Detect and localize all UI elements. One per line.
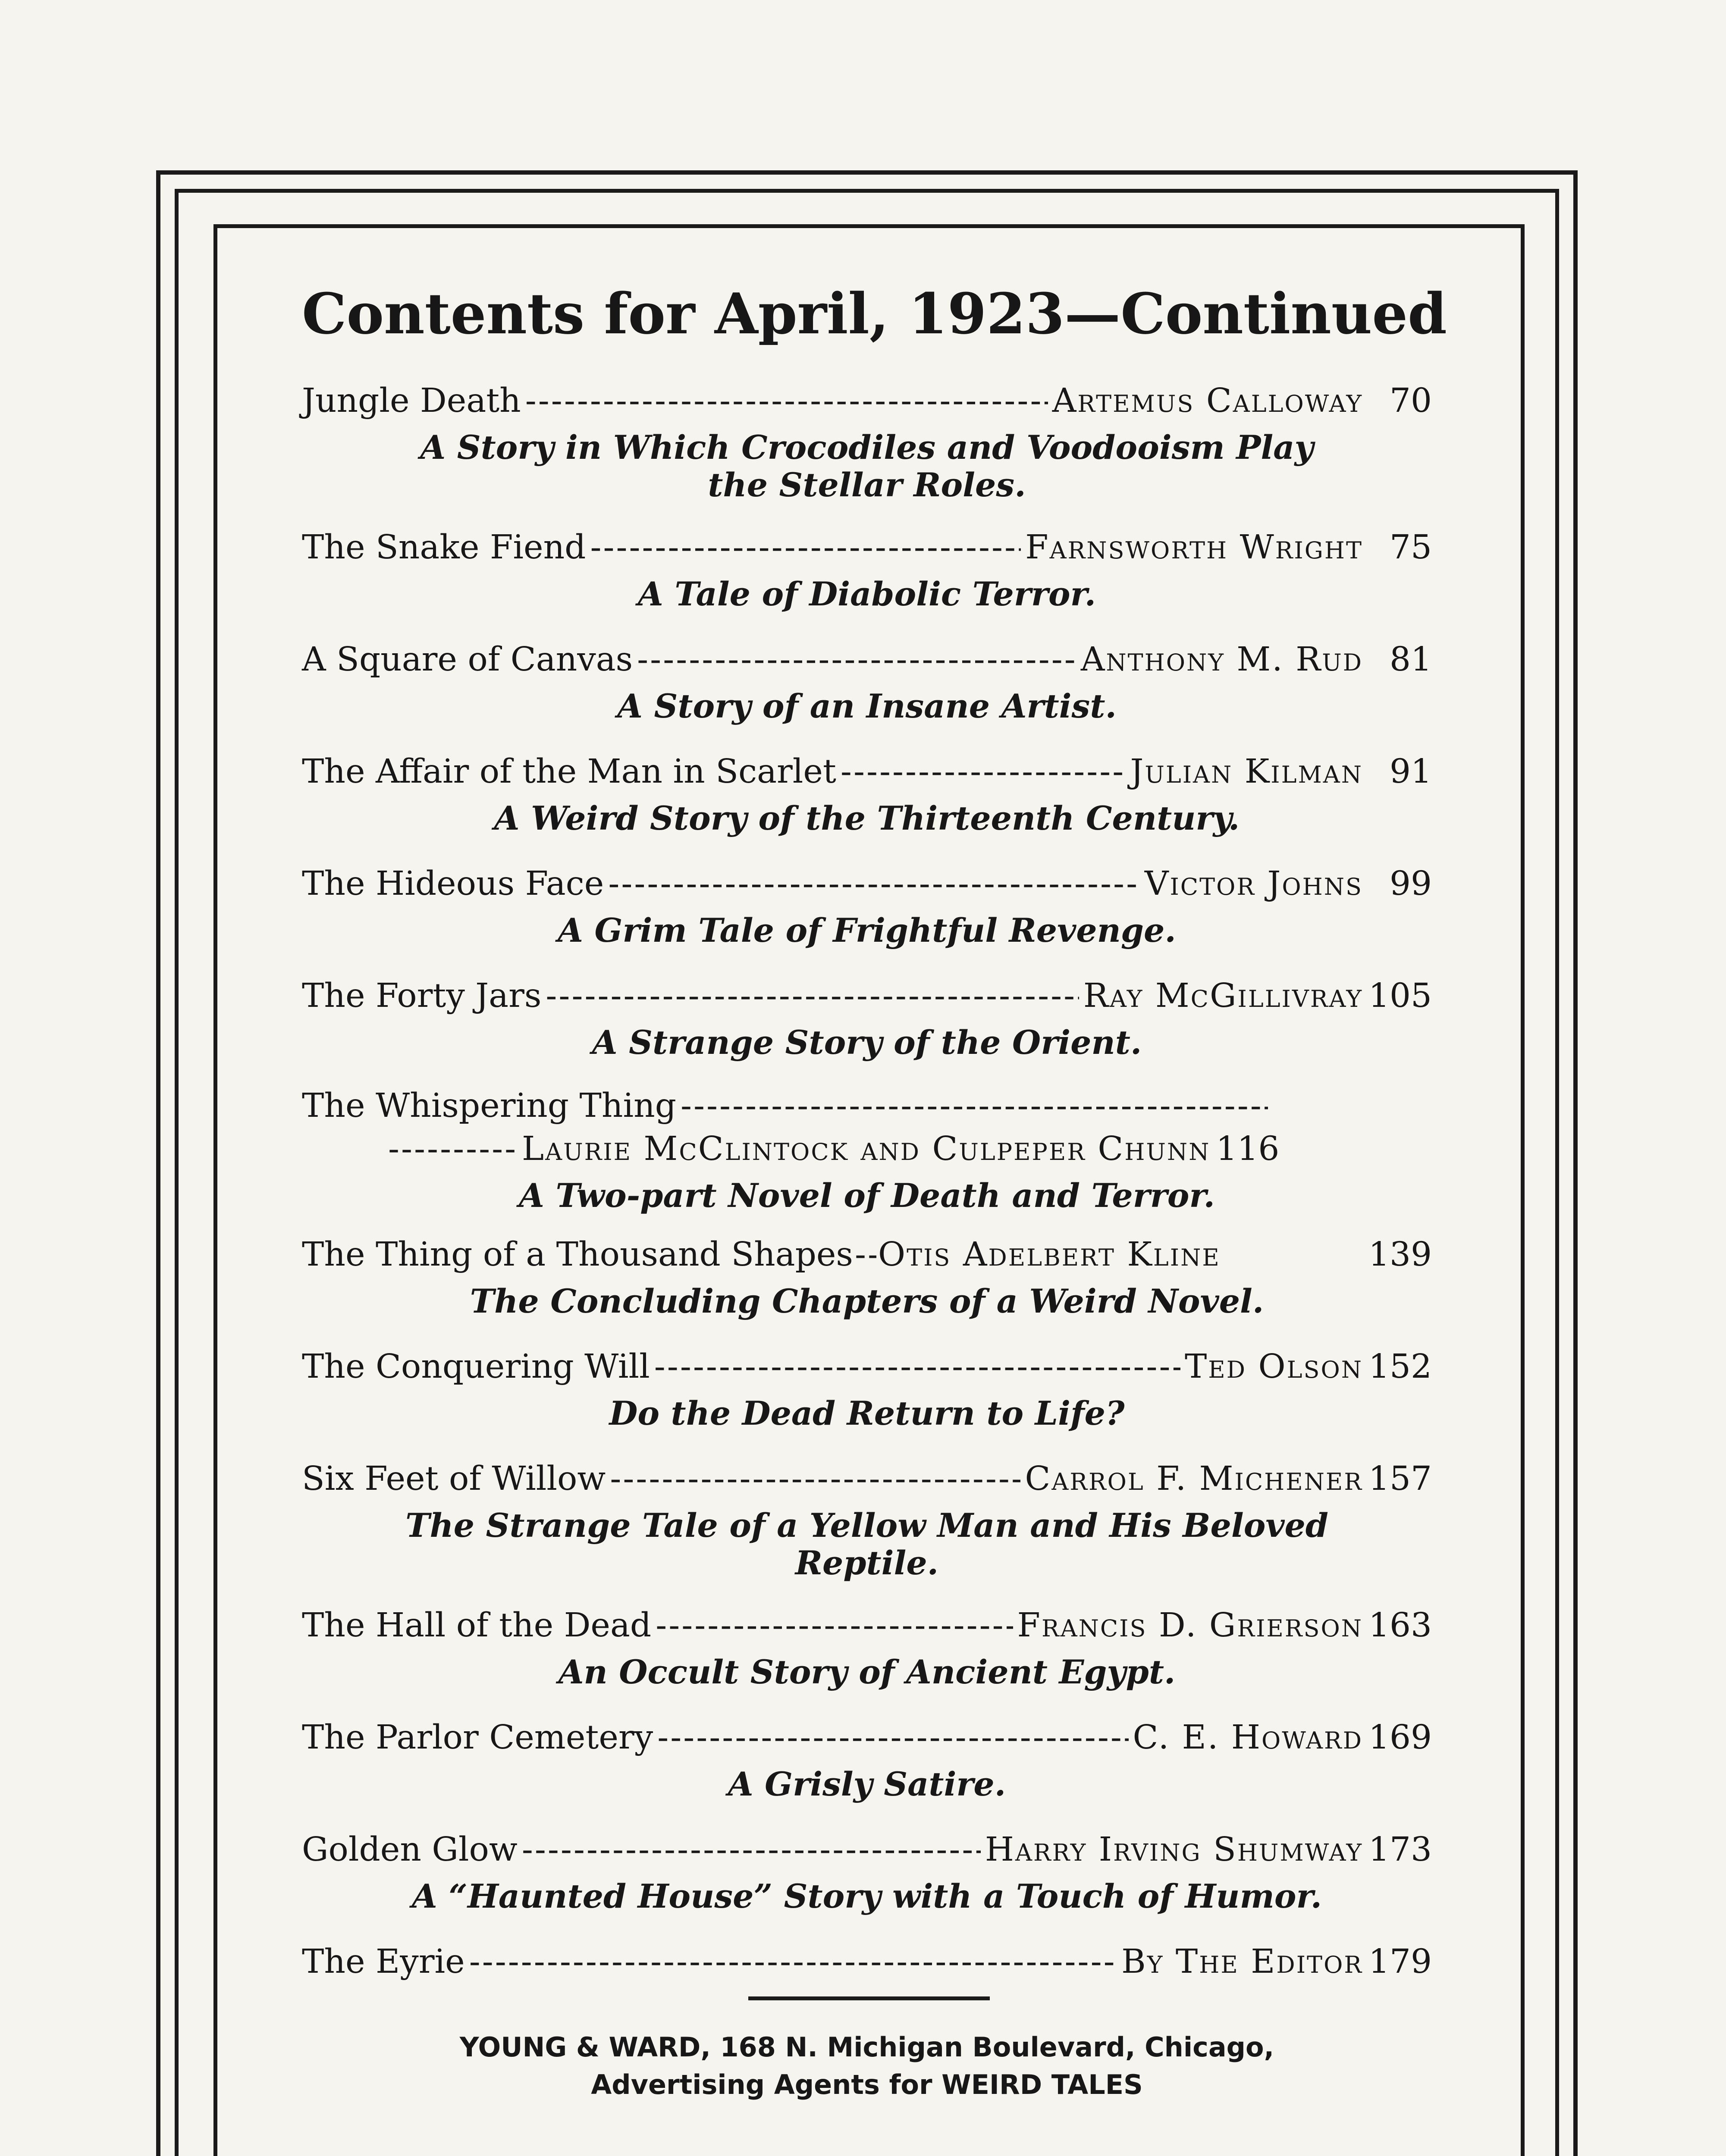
entry-page: 75 <box>1390 528 1432 567</box>
entry-author: Anthony M. Rud <box>1080 640 1363 679</box>
contents-entry <box>302 526 1432 613</box>
entry-subtitle: A Strange Story of the Orient. <box>592 1023 1142 1062</box>
dot-leader <box>590 526 1021 569</box>
entry-title: Six Feet of Willow <box>302 1460 606 1498</box>
entry-subtitle: The Strange Tale of a Yellow Man and His Beloved Reptile. <box>405 1506 1329 1583</box>
entry-title: The Thing of a Thousand Shapes <box>302 1235 853 1274</box>
dot-leader <box>608 862 1140 906</box>
contents-entry <box>302 862 1432 949</box>
entry-page: 116 <box>1216 1130 1280 1169</box>
entry-subtitle: An Occult Story of Ancient Egypt. <box>558 1653 1176 1692</box>
contents-entry <box>302 1345 1432 1432</box>
footer-line: YOUNG & WARD, 168 N. Michigan Boulevard, Chicago, <box>459 2031 1274 2063</box>
dot-leader <box>610 1457 1020 1501</box>
dot-leader <box>656 1604 1013 1647</box>
entry-title: The Conquering Will <box>302 1348 650 1386</box>
entry-title: The Eyrie <box>302 1943 465 1981</box>
dot-leader <box>388 1128 518 1171</box>
advertising-footer <box>302 2029 1432 2104</box>
dot-leader <box>522 1828 981 1871</box>
entry-subtitle: Do the Dead Return to Life? <box>609 1394 1125 1433</box>
entry-subtitle: A Weird Story of the Thirteenth Century. <box>494 799 1240 838</box>
contents-entry <box>302 1084 1432 1215</box>
contents-entry <box>302 379 1432 504</box>
entry-subtitle: A Tale of Diabolic Terror. <box>637 575 1096 614</box>
dot-leader <box>841 750 1126 793</box>
entry-author: Laurie McClintock and Culpeper Chunn <box>522 1130 1211 1169</box>
contents-entry <box>302 1828 1432 1915</box>
entry-page: 173 <box>1368 1830 1432 1869</box>
footer-line: Advertising Agents for WEIRD TALES <box>591 2068 1143 2100</box>
entry-author: Julian Kilman <box>1130 752 1363 791</box>
entry-author: Ted Olson <box>1184 1348 1363 1386</box>
contents-entry <box>302 975 1432 1061</box>
entry-subtitle: A Story of an Insane Artist. <box>617 687 1117 726</box>
contents-entry <box>302 1233 1432 1320</box>
entry-page: 139 <box>1368 1235 1432 1274</box>
entry-title: The Forty Jars <box>302 977 542 1015</box>
entry-title: A Square of Canvas <box>302 640 633 679</box>
entry-title: Golden Glow <box>302 1830 518 1869</box>
dot-leader <box>855 1233 876 1276</box>
divider-rule <box>748 1996 990 2000</box>
dot-leader <box>546 975 1079 1018</box>
entry-subtitle: A Story in Which Crocodiles and Voodooism Play the Stellar Roles. <box>420 428 1314 505</box>
dot-leader <box>525 379 1048 423</box>
entry-page: 163 <box>1368 1606 1432 1645</box>
contents-entry <box>302 1716 1432 1803</box>
entry-author: Farnsworth Wright <box>1025 528 1363 567</box>
entry-page: 179 <box>1368 1943 1432 1981</box>
contents-entry <box>302 750 1432 837</box>
entry-page: 99 <box>1390 865 1432 903</box>
entry-subtitle: A Grisly Satire. <box>728 1765 1006 1804</box>
dot-leader <box>654 1345 1180 1388</box>
dot-leader <box>657 1716 1128 1759</box>
entry-title: The Hideous Face <box>302 865 604 903</box>
entry-subtitle: A Grim Tale of Frightful Revenge. <box>558 911 1176 950</box>
entry-title: The Parlor Cemetery <box>302 1718 653 1757</box>
entry-title: Jungle Death <box>302 382 521 420</box>
entry-page: 81 <box>1390 640 1432 679</box>
dot-leader <box>681 1084 1268 1128</box>
entry-author: Otis Adelbert Kline <box>878 1235 1221 1274</box>
contents-entry <box>302 1457 1432 1582</box>
entry-page: 105 <box>1368 977 1432 1015</box>
entry-title: The Snake Fiend <box>302 528 586 567</box>
contents-heading: Contents for April, 1923—Continued <box>302 281 1447 347</box>
entry-author: Artemus Calloway <box>1052 382 1363 420</box>
entry-title: The Hall of the Dead <box>302 1606 652 1645</box>
entry-subtitle: A “Haunted House” Story with a Touch of Humor. <box>411 1877 1322 1916</box>
entry-page: 152 <box>1368 1348 1432 1386</box>
entry-author: Harry Irving Shumway <box>985 1830 1363 1869</box>
contents-entry <box>302 638 1432 725</box>
entry-author: By The Editor <box>1121 1943 1363 1981</box>
contents-entry <box>302 1604 1432 1691</box>
entry-author: Victor Johns <box>1144 865 1363 903</box>
contents-entry <box>302 1940 1432 1984</box>
entry-page: 169 <box>1368 1718 1432 1757</box>
entry-title: The Whispering Thing <box>302 1087 676 1125</box>
entry-author: Francis D. Grierson <box>1017 1606 1363 1645</box>
entry-author: C. E. Howard <box>1133 1718 1363 1757</box>
entry-page: 91 <box>1390 752 1432 791</box>
dot-leader <box>469 1940 1117 1984</box>
entry-page: 157 <box>1368 1460 1432 1498</box>
dot-leader <box>637 638 1076 681</box>
entry-subtitle: The Concluding Chapters of a Weird Novel. <box>470 1282 1264 1321</box>
entry-title: The Affair of the Man in Scarlet <box>302 752 836 791</box>
entry-subtitle: A Two-part Novel of Death and Terror. <box>518 1176 1215 1215</box>
entry-author: Carrol F. Michener <box>1025 1460 1363 1498</box>
entry-author: Ray McGillivray <box>1083 977 1363 1015</box>
entry-page: 70 <box>1390 382 1432 420</box>
